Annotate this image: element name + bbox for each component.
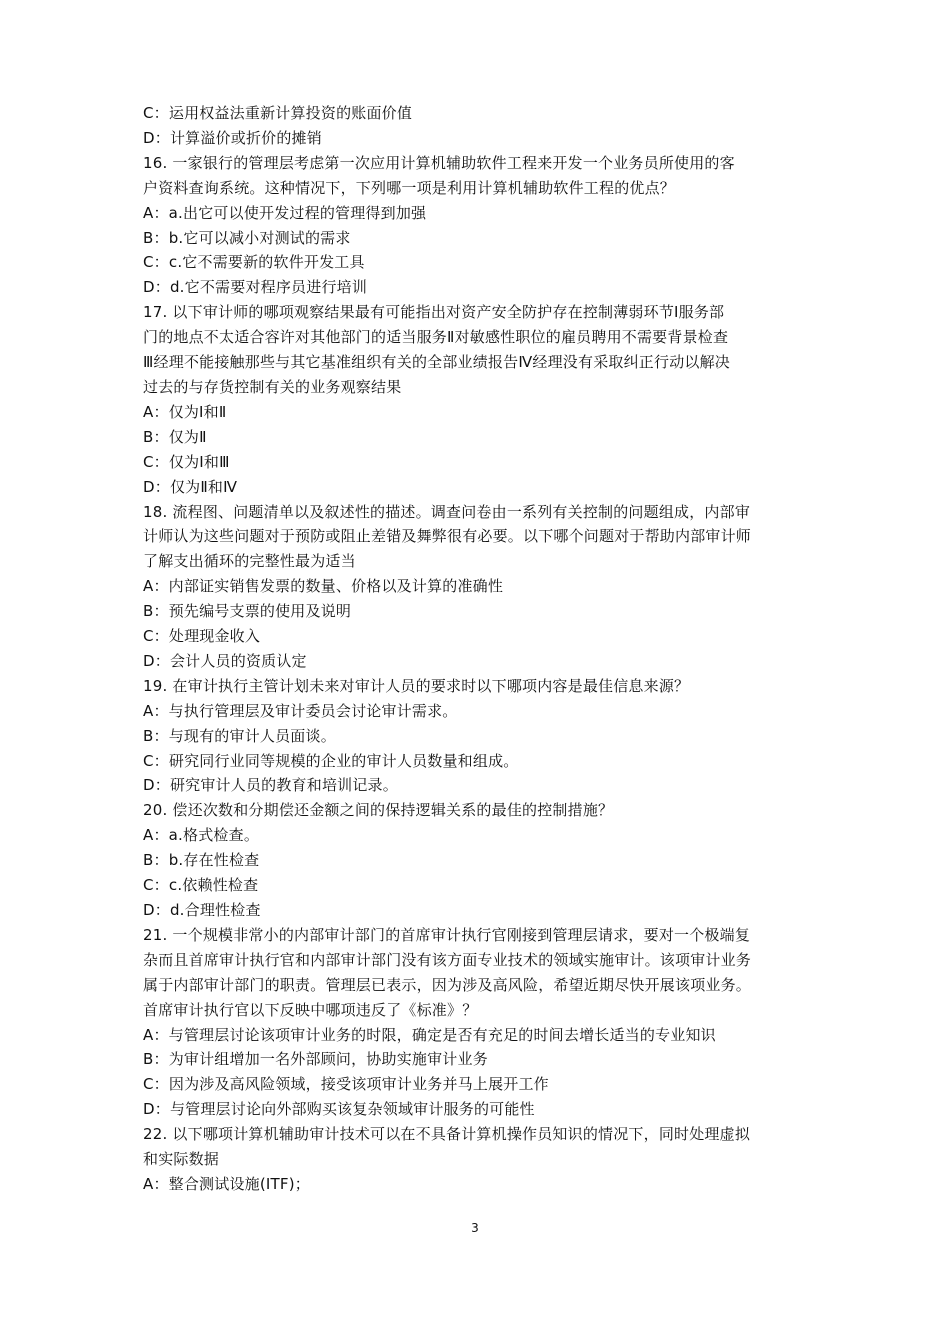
option-c: C：处理现金收入 [143,627,261,646]
option-a: A：与执行管理层及审计委员会讨论审计需求。 [143,701,458,720]
option-d: D：会计人员的资质认定 [143,651,307,670]
option-c: C：c.它不需要新的软件开发工具 [143,253,365,272]
question-19-line: 19. 在审计执行主管计划未来对审计人员的要求时以下哪项内容是最佳信息来源？ [143,676,690,695]
option-a: A：内部证实销售发票的数量、价格以及计算的准确性 [143,577,504,596]
option-c: C：c.依赖性检查 [143,876,259,895]
text-line: 户资料查询系统。这种情况下，下列哪一项是利用计算机辅助软件工程的优点？ [143,178,676,197]
option-d: D：与管理层讨论向外部购买该复杂领域审计服务的可能性 [143,1100,535,1119]
option-d: D：d.它不需要对程序员进行培训 [143,278,368,297]
option-d: D：仅为Ⅱ和Ⅳ [143,477,238,496]
document-body [143,101,823,1197]
text-line: 过去的与存货控制有关的业务观察结果 [143,377,402,396]
text-line: D：计算溢价或折价的摊销 [143,128,322,147]
option-a: A：与管理层讨论该项审计业务的时限，确定是否有充足的时间去增长适当的专业知识 [143,1025,716,1044]
option-a: A：整合测试设施(ITF)； [143,1174,310,1193]
option-d: D：d.合理性检查 [143,901,261,919]
question-17-line: 17. 以下审计师的哪项观察结果最有可能指出对资产安全防护存在控制薄弱环节Ⅰ服务部 [143,303,725,322]
text-line: C：运用权益法重新计算投资的账面价值 [143,104,413,122]
question-22-line: 22. 以下哪项计算机辅助审计技术可以在不具备计算机操作员知识的情况下，同时处理虚拟 [143,1125,751,1144]
text-line: 首席审计执行官以下反映中哪项违反了《标准》？ [143,1000,478,1019]
question-20-line: 20. 偿还次数和分期偿还金额之间的保持逻辑关系的最佳的控制措施？ [143,801,614,820]
text-line: 了解支出循环的完整性最为适当 [143,552,356,571]
text-line: 属于内部审计部门的职责。管理层已表示，因为涉及高风险，希望近期尽快开展该项业务。 [143,975,752,994]
option-a: A：仅为Ⅰ和Ⅱ [143,402,227,421]
option-a: A：a.格式检查。 [143,826,260,845]
option-c: C：仅为Ⅰ和Ⅲ [143,452,230,471]
option-b: B：仅为Ⅱ [143,427,207,446]
question-16-line: 16. 一家银行的管理层考虑第一次应用计算机辅助软件工程来开发一个业务员所使用的客 [143,153,735,172]
question-21-line: 21. 一个规模非常小的内部审计部门的首席审计执行官刚接到管理层请求，要对一个极端复 [143,925,751,944]
option-b: B：与现有的审计人员面谈。 [143,726,336,745]
question-18-line: 18. 流程图、问题清单以及叙述性的描述。调查问卷由一系列有关控制的问题组成，内部审 [143,502,751,521]
option-b: B：b.它可以减小对测试的需求 [143,228,351,247]
option-c: C：因为涉及高风险领域，接受该项审计业务并马上展开工作 [143,1075,549,1094]
text-line: 计师认为这些问题对于预防或阻止差错及舞弊很有必要。以下哪个问题对于帮助内部审计师 [143,527,752,546]
option-a: A：a.出它可以使开发过程的管理得到加强 [143,203,427,222]
page-number: 3 [471,1221,479,1235]
option-b: B：预先编号支票的使用及说明 [143,602,352,621]
text-line: Ⅲ经理不能接触那些与其它基准组织有关的全部业绩报告Ⅳ经理没有采取纠正行动以解决 [143,353,730,372]
text-line: 门的地点不太适合容许对其他部门的适当服务Ⅱ对敏感性职位的雇员聘用不需要背景检查 [143,328,729,347]
option-d: D：研究审计人员的教育和培训记录。 [143,776,398,795]
option-c: C：研究同行业同等规模的企业的审计人员数量和组成。 [143,751,519,770]
text-line: 和实际数据 [143,1150,220,1169]
option-b: B：为审计组增加一名外部顾问，协助实施审计业务 [143,1050,488,1069]
text-line: 杂而且首席审计执行官和内部审计部门没有该方面专业技术的领域实施审计。该项审计业务 [143,950,752,969]
option-b: B：b.存在性检查 [143,851,260,870]
